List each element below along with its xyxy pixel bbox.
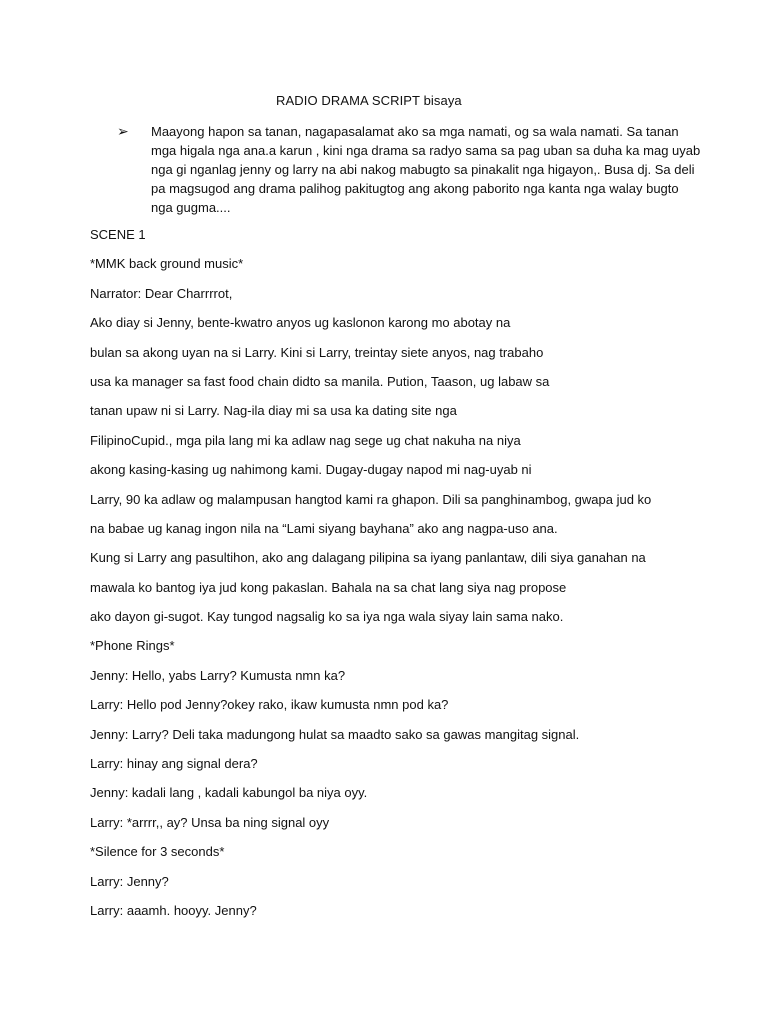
dialogue-line: Larry: *arrrr,, ay? Unsa ba ning signal oyy [90,814,330,830]
script-body [90,226,710,931]
script-line: ako dayon gi-sugot. Kay tungod nagsalig ko sa iya nga wala siyay lain sama nako. [90,609,564,625]
script-line: Larry, 90 ka adlaw og malampusan hangtod kami ra ghapon. Dili sa panghinambog, gwapa jud ko [90,491,652,507]
script-line: Ako diay si Jenny, bente-kwatro anyos ug kaslonon karong mo abotay na [90,315,511,331]
script-line: Narrator: Dear Charrrrot, [90,285,233,301]
intro-line: pa magsugod ang drama palihog pakitugtog ang akong paborito nga kanta nga walay bugto [151,181,679,196]
dialogue-line: Larry: aaamh. hooyy. Jenny? [90,902,257,918]
scene-heading: SCENE 1 [90,227,146,242]
script-line: na babae ug kanag ingon nila na “Lami siyang bayhana” ako ang nagpa-uso ana. [90,520,558,536]
intro-paragraph [151,122,701,217]
sound-cue: *Phone Rings* [90,638,175,654]
dialogue-line: Larry: hinay ang signal dera? [90,756,258,772]
script-line: FilipinoCupid., mga pila lang mi ka adlaw nag sege ug chat nakuha na niya [90,432,521,448]
dialogue-line: Jenny: kadali lang , kadali kabungol ba niya oyy. [90,785,368,801]
document-title: RADIO DRAMA SCRIPT bisaya [276,93,462,108]
intro-line: nga gugma.... [151,200,231,215]
intro-line: Maayong hapon sa tanan, nagapasalamat ako sa mga namati, og sa wala namati. Sa tanan [151,124,679,139]
script-line: tanan upaw ni si Larry. Nag-ila diay mi sa usa ka dating site nga [90,403,457,419]
sound-cue: *MMK back ground music* [90,256,244,272]
intro-line: nga gi nganlag jenny og larry na abi nakog mabugto sa pinakalit nga higayon,. Busa dj. Sa deli [151,162,695,177]
dialogue-line: Jenny: Hello, yabs Larry? Kumusta nmn ka? [90,667,346,683]
sound-cue: *Silence for 3 seconds* [90,844,225,860]
dialogue-line: Jenny: Larry? Deli taka madungong hulat sa maadto sako sa gawas mangitag signal. [90,726,580,742]
script-line: usa ka manager sa fast food chain didto sa manila. Pution, Taason, ug labaw sa [90,373,550,389]
arrow-bullet-icon: ➢ [117,123,129,139]
script-line: akong kasing-kasing ug nahimong kami. Dugay-dugay napod mi nag-uyab ni [90,462,532,478]
intro-line: mga higala nga ana.a karun , kini nga drama sa radyo sama sa pag uban sa duha ka mag uyab [151,143,701,158]
script-line: Kung si Larry ang pasultihon, ako ang dalagang pilipina sa iyang panlantaw, dili siya ganahan na [90,550,646,566]
script-line: bulan sa akong uyan na si Larry. Kini si Larry, treintay siete anyos, nag trabaho [90,344,544,360]
dialogue-line: Larry: Jenny? [90,873,169,889]
script-line: mawala ko bantog iya jud kong pakaslan. Bahala na sa chat lang siya nag propose [90,579,567,595]
dialogue-line: Larry: Hello pod Jenny?okey rako, ikaw kumusta nmn pod ka? [90,697,449,713]
